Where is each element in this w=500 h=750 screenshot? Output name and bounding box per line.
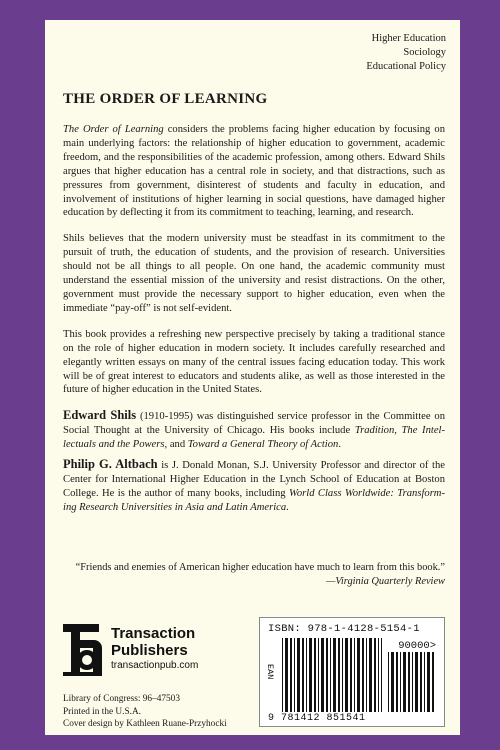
barcode-bar [396, 652, 398, 712]
barcode-bar [326, 638, 328, 712]
author-name: Philip G. Altbach [63, 457, 158, 472]
barcode-bar [427, 652, 430, 712]
barcode-bar [424, 652, 425, 712]
title-italic: The Order of Learning [63, 124, 164, 135]
blurb-paragraph-3: This book provides a refreshing new perspective precisely by taking a traditional stance on the role of higher education in modern society. It includes carefully researched and elegantly written essays on many of the central issues facing education today. This work will be of great interest to educators and students alike, as well as those interested in the future of higher education in the United States. [63, 328, 445, 396]
barcode-bar [321, 638, 324, 712]
barcode-bar [345, 638, 348, 712]
barcode-bar [378, 638, 379, 712]
barcode-bar [432, 652, 434, 712]
barcode-bar [350, 638, 352, 712]
blurb-paragraph-1: The Order of Learning considers the problems facing higher education by focusing on main underlying factors: the relationship of higher education to government, academic freedom, and the responsibilities of the academic profession, among others. Edward Shils argues that higher education has a central role in society, and that distractions, such as pressures from government, disinterest of students and faculty in education, and involvement of institutions of higher learning in social questions, have damaged higher education by deflecting it from its commitment to teaching, learning, and research. [63, 124, 445, 219]
barcode-bar [420, 652, 422, 712]
transaction-logo-icon [61, 622, 105, 678]
review-quote [63, 561, 445, 589]
barcode-bar [338, 638, 340, 712]
author-bio-altbach: Philip G. Altbach is J. Donald Monan, S.J. University Professor and director of the Center for International Higher Education in the Lynch School of Education at Boston College. He is the author of many books, including World Class Worldwide: Transforming Research Universities in Asia and Latin America. [63, 457, 445, 513]
barcode-bar [290, 638, 292, 712]
barcode-bar [333, 638, 336, 712]
ean-label: EAN [265, 664, 275, 680]
credits [63, 693, 227, 731]
ean-digits: 9 781412 851541 [268, 713, 366, 724]
barcode-bar [294, 638, 295, 712]
quote-source: —Virginia Quarterly Review [326, 576, 445, 587]
publisher-logo [61, 622, 241, 680]
addon-barcode [388, 652, 436, 712]
back-cover-panel [45, 20, 460, 735]
printed-in: Printed in the U.S.A. [63, 706, 141, 717]
cover-designer: Cover design by Kathleen Ruane-Przyhocki [63, 719, 227, 729]
barcode-bar [403, 652, 406, 712]
subject-higher-education: Higher Education [371, 33, 446, 44]
barcode-bar [354, 638, 355, 712]
barcode-bar [388, 652, 389, 712]
barcode-bar [285, 638, 288, 712]
barcode-bar [369, 638, 372, 712]
barcode-bar [309, 638, 312, 712]
barcode-bar [366, 638, 367, 712]
barcode-bar [330, 638, 331, 712]
barcode-box [259, 617, 445, 727]
blurb-paragraph-2: Shils believes that the modern university must be steadfast in its commitment to the pursuit of truth, the education of students, and the provision of research. Universities should not be all things to all people. On one hand, the academic community must understand the essential mission of the university and resist distractions. On the other, government must provide the necessary support to higher education, even when the immediate “pay-off” is not self-evident. [63, 233, 445, 314]
author-name: Edward Shils [63, 408, 137, 423]
book-title: THE ORDER OF LEARNING [63, 91, 268, 107]
subject-educational-policy: Educational Policy [366, 61, 446, 72]
barcode-bar [415, 652, 418, 712]
subject-categories [366, 32, 446, 74]
barcode-bar [400, 652, 401, 712]
barcode-bar [342, 638, 343, 712]
quote-text: “Friends and enemies of American higher education have much to learn from this book.” [75, 562, 445, 573]
barcode-bar [374, 638, 376, 712]
price-code: 90000> [398, 640, 436, 652]
barcode-bar [362, 638, 364, 712]
subject-sociology: Sociology [403, 47, 446, 58]
barcode-bar [408, 652, 410, 712]
blurb [63, 123, 445, 521]
barcode-bar [302, 638, 304, 712]
barcode-bar [318, 638, 319, 712]
barcode-bar [282, 638, 283, 712]
barcode-bar [381, 638, 382, 712]
barcode-bar [357, 638, 360, 712]
ean-barcode [282, 638, 382, 712]
barcode-bar [391, 652, 394, 712]
publisher-name: Transaction Publishers [111, 625, 196, 659]
barcode-bar [306, 638, 307, 712]
author-bio-shils: Edward Shils (1910-1995) was distinguished service professor in the Committee on Social Thought at the University of Chicago. His books include Tradition, The Intellectuals and the Powers, and Toward a General Theory of Action. [63, 408, 446, 451]
barcode-bar [412, 652, 413, 712]
library-of-congress: Library of Congress: 96–47503 [63, 694, 180, 704]
barcode-bar [297, 638, 300, 712]
publisher-url: transactionpub.com [111, 660, 199, 671]
isbn-number: ISBN: 978-1-4128-5154-1 [268, 623, 420, 635]
barcode-bar [314, 638, 316, 712]
